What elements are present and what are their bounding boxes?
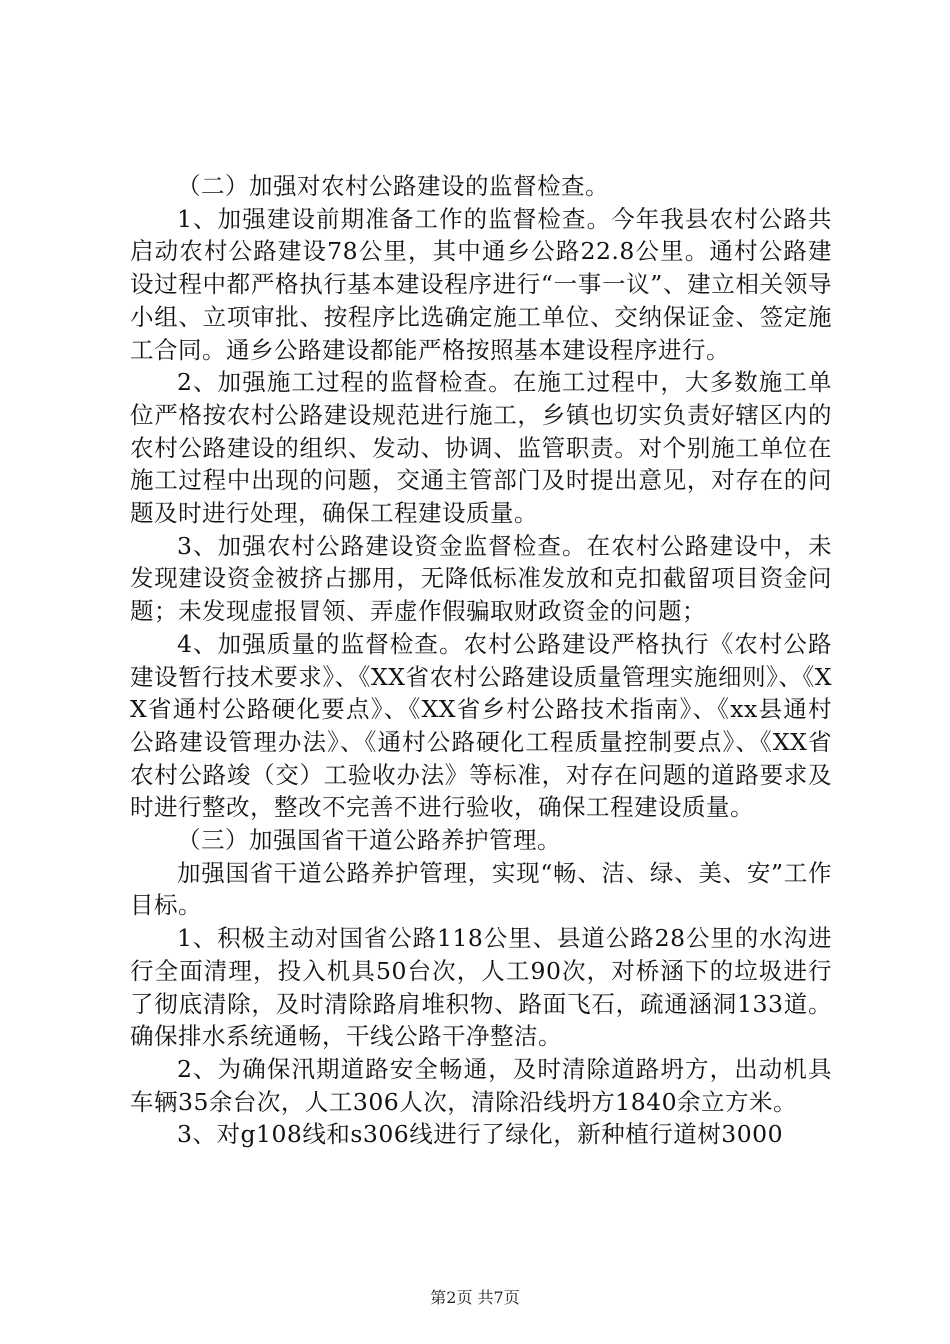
paragraph-flood-season: 2、为确保汛期道路安全畅通，及时清除道路坍方，出动机具车辆35余台次，人工306人次，清除沿线坍方1840余立方米。 (130, 1054, 832, 1116)
paragraph-construction-inspection: 2、加强施工过程的监督检查。在施工过程中，大多数施工单位严格按农村公路建设规范进行施工，乡镇也切实负责好辖区内的农村公路建设的组织、发动、协调、监管职责。对个别施工单位在施工过程中出现的问题，交通主管部门及时提出意见，对存在的问题及时进行处理，确保工程建设质量。 (130, 368, 832, 528)
section-heading-3: （三）加强国省干道公路养护管理。 (177, 826, 561, 855)
section-heading-2: （二）加强对农村公路建设的监督检查。 (177, 172, 609, 200)
paragraph-preparation-inspection: 1、加强建设前期准备工作的监督检查。今年我县农村公路共启动农村公路建设78公里，其中通乡公路22.8公里。通村公路建设过程中都严格执行基本建设程序进行“一事一议”、建立相关领导小组、立项审批、按程序比选确定施工单位、交纳保证金、签定施工合同。通乡公路建设都能严格按照基本建设程序进行。 (130, 204, 832, 364)
paragraph-quality-inspection: 4、加强质量的监督检查。农村公路建设严格执行《农村公路建设暂行技术要求》、《XX省农村公路建设质量管理实施细则》、《XX省通村公路硬化要点》、《XX省乡村公路技术指南》、《xx县通村公路建设管理办法》、《通村公路硬化工程质量控制要点》、《XX省农村公路竣（交）工验收办法》等标准，对存在问题的道路要求及时进行整改，整改不完善不进行验收，确保工程建设质量。 (130, 629, 832, 822)
paragraph-ditch-cleaning: 1、积极主动对国省公路118公里、县道公路28公里的水沟进行全面清理，投入机具50台次，人工90次，对桥涵下的垃圾进行了彻底清除，及时清除路肩堆积物、路面飞石，疏通涵洞133道。确保排水系统通畅，干线公路干净整洁。 (130, 924, 832, 1051)
paragraph-maintenance-goal: 加强国省干道公路养护管理，实现“畅、洁、绿、美、安”工作目标。 (130, 858, 832, 920)
page-footer: 第2页 共7页 (430, 1288, 520, 1307)
paragraph-greening: 3、对g108线和s306线进行了绿化，新种植行道树3000 (177, 1120, 784, 1149)
paragraph-funds-inspection: 3、加强农村公路建设资金监督检查。在农村公路建设中，未发现建设资金被挤占挪用，无降低标准发放和克扣截留项目资金问题；未发现虚报冒领、弄虚作假骗取财政资金的问题； (130, 531, 832, 626)
body-text (130, 170, 832, 1151)
